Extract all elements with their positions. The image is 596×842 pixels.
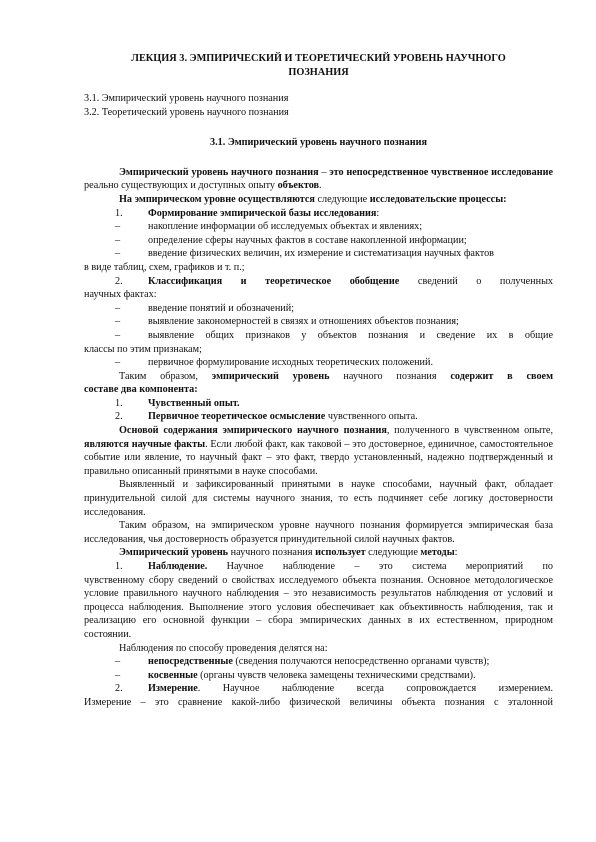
paragraph-methods: Эмпирический уровень научного познания использует следующие методы:: [119, 547, 458, 559]
list-item-continuation: в виде таблиц, схем, графиков и т. п.;: [84, 261, 245, 273]
list-item-continuation: чувственному сбору сведений о свойствах исследуемого объекта познания. Основное методологическое условие правильного научного наблюдения – это независимость результатов наблюдения от условий и процесса наблюдения. Выполнение этого условия обеспечивает как объективность наблюдения, так и реализацию его основной функции – сбора эмпирических данных в их естественном, природном состоянии.: [84, 574, 553, 640]
list-item-continuation: Измерение – это сравнение какой-либо физической величины объекта познания с эталонной: [84, 696, 553, 708]
list-item: – определение сферы научных фактов в составе накопленной информации;: [115, 234, 467, 246]
list-item: – введение понятий и обозначений;: [115, 302, 295, 314]
table-of-contents: [84, 92, 553, 119]
lecture-title: ЛЕКЦИЯ 3. ЭМПИРИЧЕСКИЙ И ТЕОРЕТИЧЕСКИЙ УРОВЕНЬ НАУЧНОГО ПОЗНАНИЯ: [131, 53, 506, 78]
list-item: 1. Формирование эмпирической базы исследования:: [115, 207, 380, 219]
paragraph-summary-continuation: составе два компонента:: [84, 384, 198, 396]
list-item-continuation: классы по этим признакам;: [84, 343, 202, 355]
paragraph-summary: Таким образом, эмпирический уровень научного познания содержит в своем: [119, 370, 554, 382]
paragraph-processes: На эмпирическом уровне осуществляются следующие исследовательские процессы:: [119, 193, 507, 205]
list-item: – выявление общих признаков у объектов познания и сведение их в общие: [115, 329, 553, 341]
list-item: – косвенные (органы чувств человека замещены техническими средствами).: [115, 669, 476, 681]
list-item: – непосредственные (сведения получаются непосредственно органами чувств);: [115, 656, 490, 668]
list-item: – накопление информации об исследуемых объектах и явлениях;: [115, 221, 423, 233]
list-item: – введение физических величин, их измерение и систематизация научных фактов: [115, 248, 494, 260]
list-item: 1. Чувственный опыт.: [115, 397, 240, 409]
list-item: – первичное формулирование исходных теоретических положений.: [115, 357, 433, 369]
paragraph-empirical-base: Таким образом, на эмпирическом уровне научного познания формируется эмпирическая база исследования, чья достоверность образуется принудительной силой научных фактов.: [84, 520, 553, 545]
paragraph-fact-force: Выявленный и зафиксированный принятыми в науке способами, научный факт, обладает принудительной силой для системы научного знания, то есть подчиняет себе логику достоверности исследования.: [84, 479, 553, 518]
list-item: 1. Наблюдение. Научное наблюдение – это система мероприятий по: [115, 561, 553, 572]
paragraph-observation-types: Наблюдения по способу проведения делятся на:: [119, 642, 328, 654]
toc-item: 3.2. Теоретический уровень научного познания: [84, 106, 289, 118]
list-item: 2. Первичное теоретическое осмысление чувственного опыта.: [115, 411, 418, 423]
toc-item: 3.1. Эмпирический уровень научного познания: [84, 93, 289, 104]
list-item: 2. Классификация и теоретическое обобщение сведений о полученных: [115, 275, 554, 287]
document-page: [84, 50, 553, 710]
list-item: 2. Измерение. Научное наблюдение всегда сопровождается измерением.: [115, 683, 553, 695]
list-item-continuation: научных фактах:: [84, 289, 157, 301]
section-title: 3.1. Эмпирический уровень научного познания: [210, 137, 427, 149]
paragraph-definition: Эмпирический уровень научного познания – это непосредственное чувственное исследование реально существующих и доступных опыту объектов.: [84, 166, 553, 192]
list-item: – выявление закономерностей в связях и отношениях объектов познания;: [115, 316, 459, 328]
paragraph-facts: Основой содержания эмпирического научного познания, полученного в чувственном опыте, являются научные факты. Если любой факт, как таковой – это достоверное, единичное, самостоятельное событие или явление, то научный факт – это факт, твердо установленный, надежно подтвержденный и правильно описанный принятыми в науке способами.: [84, 425, 553, 477]
